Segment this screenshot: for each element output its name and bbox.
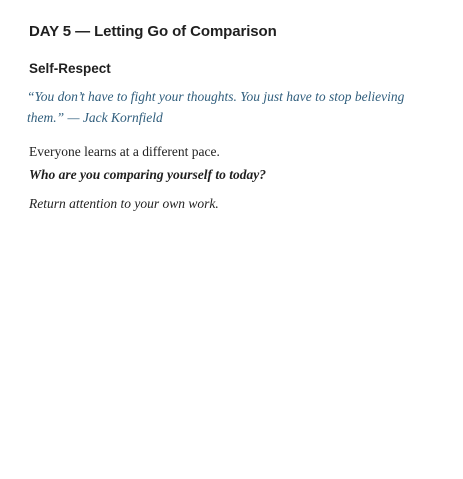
journal-entry: [29, 21, 439, 214]
reflection-prompt: Who are you comparing yourself to today?: [29, 167, 267, 182]
theme-heading: Self-Respect: [29, 61, 111, 76]
day-title: DAY 5 — Letting Go of Comparison: [29, 23, 277, 40]
body-text: Everyone learns at a different pace.: [29, 144, 220, 159]
closing-text: Return attention to your own work.: [29, 196, 219, 211]
quote-author: Jack Kornfield: [82, 110, 163, 125]
quote-text: “You don’t have to fight your thoughts. You just have to stop believing them.” —: [27, 89, 405, 125]
quote-block: [27, 86, 439, 128]
